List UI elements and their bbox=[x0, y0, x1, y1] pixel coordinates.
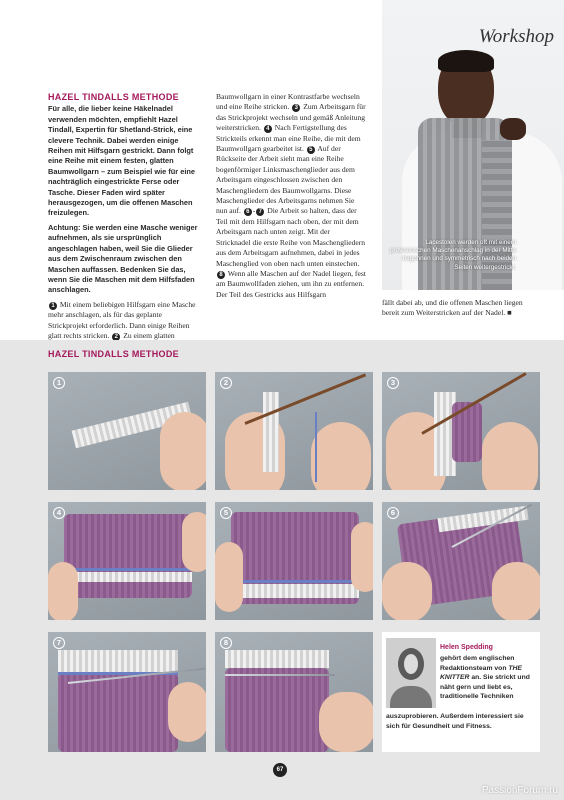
knitting-piece bbox=[263, 392, 279, 472]
intro-column bbox=[48, 92, 200, 345]
step-badge: 2 bbox=[220, 377, 232, 389]
hand-right bbox=[482, 422, 538, 490]
text-segment: Nach Fertigstellung des Strickteils erkennt man eine Reihe, die mit dem Baumwollgarn gearbeitet ist. bbox=[216, 123, 361, 154]
step-badge: 5 bbox=[220, 507, 232, 519]
knitting-purple bbox=[58, 672, 178, 752]
step-number-2: 2 bbox=[112, 333, 120, 341]
yarn-blue bbox=[64, 568, 192, 571]
photo-hand bbox=[500, 118, 526, 140]
end-mark: ■ bbox=[507, 308, 512, 318]
intro-bold-paragraph: Für alle, die lieber keine Häkelnadel verwenden möchten, empfiehlt Hazel Tindall, Expertin für Shetland-Strick, eine clevere Technik. Dabei werden einige Reihen mit Hilfsgarn gestrickt. Dann folgt eine Reihe mit einem festen, glatten Baumwollgarn – zum Beispiel wie für eine nachträglich eingestrickte Ferse oder Tasche. Dieser Faden wird später herausgezogen, um die offenen Maschen freizulegen. bbox=[48, 104, 196, 218]
step-number-7: 7 bbox=[256, 208, 264, 216]
closing-paragraph bbox=[382, 298, 532, 319]
yarn-blue bbox=[315, 412, 317, 482]
hand-right bbox=[319, 692, 373, 752]
author-photo-body bbox=[390, 686, 432, 708]
hand-right bbox=[351, 522, 373, 592]
step-badge: 3 bbox=[387, 377, 399, 389]
yarn-blue bbox=[231, 580, 359, 583]
waste-yarn-part bbox=[58, 650, 178, 674]
step-photo-4 bbox=[48, 502, 206, 620]
step-badge: 8 bbox=[220, 637, 232, 649]
intro-warning-paragraph: Achtung: Sie werden eine Masche weniger aufnehmen, als sie ursprünglich angeschlagen haben, weil Sie die Glieder aus dem Zwischenraum zwischen den Maschen auffassen. Bedenken Sie das, wenn Sie die Maschen mit dem Hilfsfaden anschlagen. bbox=[48, 222, 198, 295]
hand-left bbox=[382, 562, 432, 620]
photo-hair bbox=[438, 50, 494, 72]
body-column-2 bbox=[216, 92, 366, 304]
hand-right bbox=[168, 682, 206, 742]
author-box bbox=[382, 632, 540, 752]
photo-caption: Lacestolen werden oft mit einem provisorischen Maschenanschlag in der Mitte begonnen und symmetrisch nach beiden Seiten weitergestrickt. bbox=[390, 238, 516, 271]
hand-left bbox=[48, 562, 78, 620]
body-column-3 bbox=[382, 298, 532, 323]
intro-heading: HAZEL TINDALLS METHODE bbox=[48, 92, 179, 102]
step-number-6: 6 bbox=[244, 208, 252, 216]
contrast-row bbox=[231, 584, 359, 598]
body-paragraph bbox=[216, 92, 366, 300]
text-segment: Auf der Rückseite der Arbeit sieht man eine Reihe bogenförmiger Linksmaschenglieder aus dem Arbeitsgarn eingeschlossen zwischen den Maschengliedern des Baumwollgarns. Diese Maschenglieder des Arbeitsgarns nehmen Sie nun auf. bbox=[216, 144, 355, 216]
author-bio bbox=[440, 654, 538, 702]
author-name: Helen Spedding bbox=[440, 644, 493, 651]
step-photo-5 bbox=[215, 502, 373, 620]
step-badge: 4 bbox=[53, 507, 65, 519]
text-segment: Zum Arbeitsgarn für das Strickprojekt wechseln und gemäß Anleitung weiterstricken. bbox=[216, 102, 366, 133]
author-bio-b: an. Sie strickt und näht gern und liebt es, traditionelle Techniken bbox=[440, 674, 530, 701]
step-number-5: 5 bbox=[307, 146, 315, 154]
contrast-row bbox=[64, 572, 192, 582]
text-segment: Die Arbeit so halten, dass der Teil mit dem Hilfsgarn nach oben, der mit dem Arbeitsgarn nach unten zeigt. Mit der Stricknadel die erste Reihe von Maschengliedern aus dem Arbeitsgarn aufnehmen, dabei in jedes Maschenglied von oben nach unten einstechen. bbox=[216, 206, 366, 268]
knitting-purple bbox=[225, 668, 329, 752]
step-photo-8 bbox=[215, 632, 373, 752]
hand-right bbox=[160, 412, 206, 490]
hand-right bbox=[492, 562, 540, 620]
model-photo bbox=[382, 0, 564, 290]
step1-text: Mit einem beliebigen Hilfsgarn eine Masche mehr anschlagen, als für das geplante Strickprojekt erforderlich. Dann einige Reihen glatt rechts stricken. bbox=[48, 299, 196, 340]
hand-left bbox=[215, 542, 243, 612]
text-segment: Baumwollgarn in einer Kontrastfarbe wechseln und eine Reihe stricken. bbox=[216, 92, 360, 112]
step-number-8: 8 bbox=[217, 271, 225, 279]
hand-right bbox=[182, 512, 206, 572]
hand-right bbox=[311, 422, 371, 490]
closing-text: fällt dabei ab, und die offenen Maschen liegen bereit zum Weiterstricken auf der Nadel. bbox=[382, 298, 523, 318]
author-photo-head bbox=[398, 648, 424, 680]
step-badge: 1 bbox=[53, 377, 65, 389]
step-number-1: 1 bbox=[49, 302, 57, 310]
waste-yarn-part bbox=[225, 650, 329, 668]
step-badge: 6 bbox=[387, 507, 399, 519]
step-number-3: 3 bbox=[292, 104, 300, 112]
step-photo-2 bbox=[215, 372, 373, 490]
author-bio-continued: auszuprobieren. Außerdem interessiert sie sich für Gesundheit und Fitness. bbox=[386, 713, 524, 730]
step-photo-1 bbox=[48, 372, 206, 490]
step-photo-3 bbox=[382, 372, 540, 490]
text-segment: Wenn alle Maschen auf der Nadel liegen, fest am Baumwollfaden ziehen, um ihn zu entfernen. Der Teil des Gestricks aus Hilfsgarn bbox=[216, 268, 366, 299]
magazine-name: THE KNITTER bbox=[440, 664, 522, 682]
intro-step-paragraph bbox=[48, 300, 200, 342]
knitting-needle bbox=[225, 674, 335, 676]
section-title: Workshop bbox=[478, 26, 554, 47]
step-photo-6 bbox=[382, 502, 540, 620]
text-segment: - bbox=[252, 206, 256, 216]
knitting-purple bbox=[64, 514, 192, 598]
page-number: 67 bbox=[273, 763, 287, 777]
step-badge: 7 bbox=[53, 637, 65, 649]
author-photo bbox=[386, 638, 436, 708]
steps-title: HAZEL TINDALLS METHODE bbox=[48, 349, 179, 359]
article-top bbox=[0, 0, 564, 340]
watermark: PassionForum.ru bbox=[481, 785, 558, 796]
step-number-4: 4 bbox=[264, 125, 272, 133]
step2-text: Zu einem glatten bbox=[123, 330, 175, 340]
author-bio-a: gehört dem englischen Redaktionsteam von bbox=[440, 655, 515, 672]
step-photo-7 bbox=[48, 632, 206, 752]
